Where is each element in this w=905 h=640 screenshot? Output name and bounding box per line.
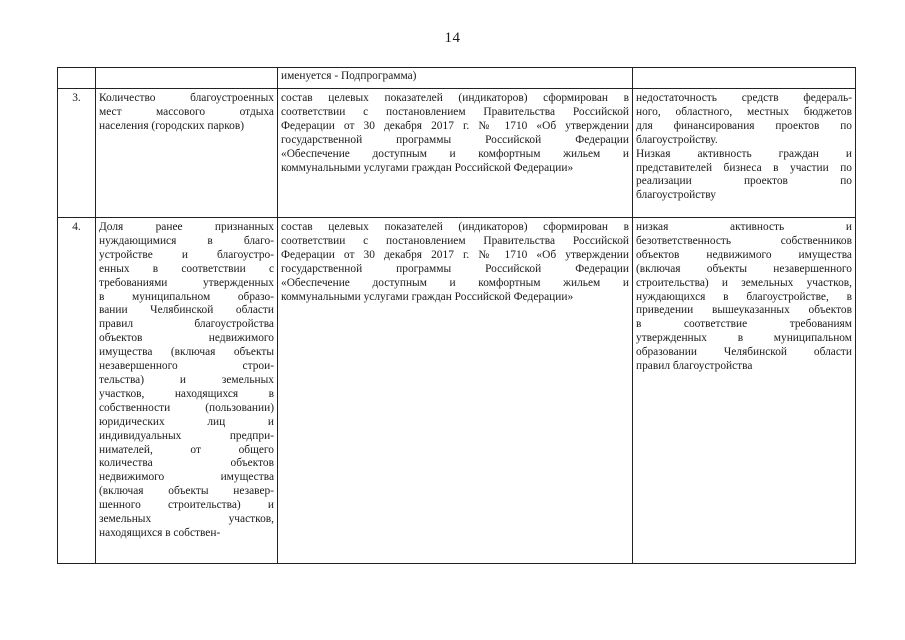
cell-basis — [278, 218, 633, 564]
cell-num — [58, 68, 96, 89]
cell-text-line: ного, областного, местных бюджетов — [636, 105, 852, 118]
cell-text-line: нуждающихся в благоустройстве, в — [636, 290, 852, 303]
cell-text-line: нуждающимися в благо- — [99, 234, 274, 247]
cell-text-line: коммунальными услугами граждан Российской Федерации» — [281, 290, 574, 303]
cell-text-line: объектов недвижимого имущества — [636, 248, 852, 261]
cell-text-line: (включая объекты незавер- — [99, 485, 274, 498]
cell-basis — [278, 89, 633, 218]
cell-text-line: благоустройству. — [636, 133, 718, 146]
cell-text-line: «Обеспечение доступным и комфортным жильем и — [281, 147, 629, 160]
cell-text-line: благоустройству — [636, 189, 716, 202]
cell-text-line: енных в соответствии с — [99, 262, 274, 275]
cell-text-line: Федерации от 30 декабря 2017 г. № 1710 «Об утверждении — [281, 248, 629, 261]
cell-basis: именуется - Подпрограмма) — [278, 68, 633, 89]
cell-text-line: (включая объекты незавершенного — [636, 262, 852, 275]
cell-indicator — [96, 68, 278, 89]
cell-text-line: индивидуальных предпри- — [99, 429, 274, 442]
cell-indicator — [96, 218, 278, 564]
page-number: 14 — [444, 30, 461, 46]
table-row — [58, 218, 856, 564]
cell-text-line: находящихся в собствен- — [99, 526, 221, 539]
cell-text-line: Количество благоустроенных — [99, 92, 274, 104]
cell-reason — [633, 68, 856, 89]
cell-text-line: количества объектов — [99, 457, 274, 470]
cell-indicator — [96, 89, 278, 218]
cell-reason — [633, 89, 856, 218]
cell-text-line: для финансирования проектов по — [636, 119, 852, 132]
cell-text-line: участков, находящихся в — [99, 387, 274, 400]
indicator-table — [57, 67, 856, 564]
cell-text-line: утвержденных в муниципальном — [636, 332, 852, 345]
cell-text-line: устройстве и благоустро- — [99, 248, 274, 261]
cell-text-line: шенного строительства) и — [99, 499, 274, 512]
cell-text-line: Низкая активность граждан и — [636, 147, 852, 160]
cell-text-line: образовании Челябинской области — [636, 346, 852, 359]
cell-text-line: объектов недвижимого — [99, 332, 274, 345]
cell-text-line: тельства) и земельных — [99, 373, 274, 386]
cell-num: 4. — [58, 218, 96, 564]
cell-text-line: юридических лиц и — [99, 415, 274, 428]
cell-text-line: строительства) и земельных участков, — [636, 276, 852, 289]
cell-text-line: мест массового отдыха — [99, 105, 274, 118]
cell-text-line: коммунальными услугами граждан Российской Федерации» — [281, 161, 574, 174]
cell-text-line: реализации проектов по — [636, 175, 852, 188]
cell-text-line: в соответствие требованиям — [636, 318, 852, 331]
cell-text-line: «Обеспечение доступным и комфортным жильем и — [281, 276, 629, 289]
cell-text-line: состав целевых показателей (индикаторов) сформирован в — [281, 221, 629, 233]
cell-text-line: имущества (включая объекты — [99, 346, 274, 359]
cell-text-line: вании Челябинской области — [99, 304, 274, 317]
cell-text-line: Федерации от 30 декабря 2017 г. № 1710 «Об утверждении — [281, 119, 629, 132]
cell-text-line: незавершенного строи- — [99, 360, 274, 373]
cell-text-line: земельных участков, — [99, 513, 274, 526]
cell-num: 3. — [58, 89, 96, 218]
table-row-continuation — [58, 68, 856, 89]
cell-text-line: правил благоустройства — [99, 318, 274, 331]
cell-text-line: низкая активность и — [636, 221, 852, 233]
cell-reason — [633, 218, 856, 564]
cell-text-line: недвижимого имущества — [99, 471, 274, 484]
cell-text-line: в муниципальном образо- — [99, 290, 274, 303]
cell-text-line: правил благоустройства — [636, 360, 753, 373]
cell-text-line: соответствии с постановлением Правительства Российской — [281, 234, 629, 247]
cell-text-line: государственной программы Российской Федерации — [281, 133, 629, 146]
cell-text-line: требованиями утвержденных — [99, 276, 274, 289]
cell-text-line: состав целевых показателей (индикаторов) сформирован в — [281, 92, 629, 104]
cell-text-line: недостаточность средств федераль- — [636, 92, 852, 104]
cell-text-line: Доля ранее признанных — [99, 221, 274, 233]
cell-text-line: приведении вышеуказанных объектов — [636, 304, 852, 317]
cell-text-line: собственности (пользовании) — [99, 401, 274, 414]
cell-text-line: населения (городских парков) — [99, 119, 245, 132]
cell-text-line: нимателей, от общего — [99, 443, 274, 456]
cell-text-line: государственной программы Российской Федерации — [281, 262, 629, 275]
cell-text-line: безответственность собственников — [636, 234, 852, 247]
cell-text-line: соответствии с постановлением Правительства Российской — [281, 105, 629, 118]
table-row — [58, 89, 856, 218]
cell-text-line: представителей бизнеса в участии по — [636, 161, 852, 174]
